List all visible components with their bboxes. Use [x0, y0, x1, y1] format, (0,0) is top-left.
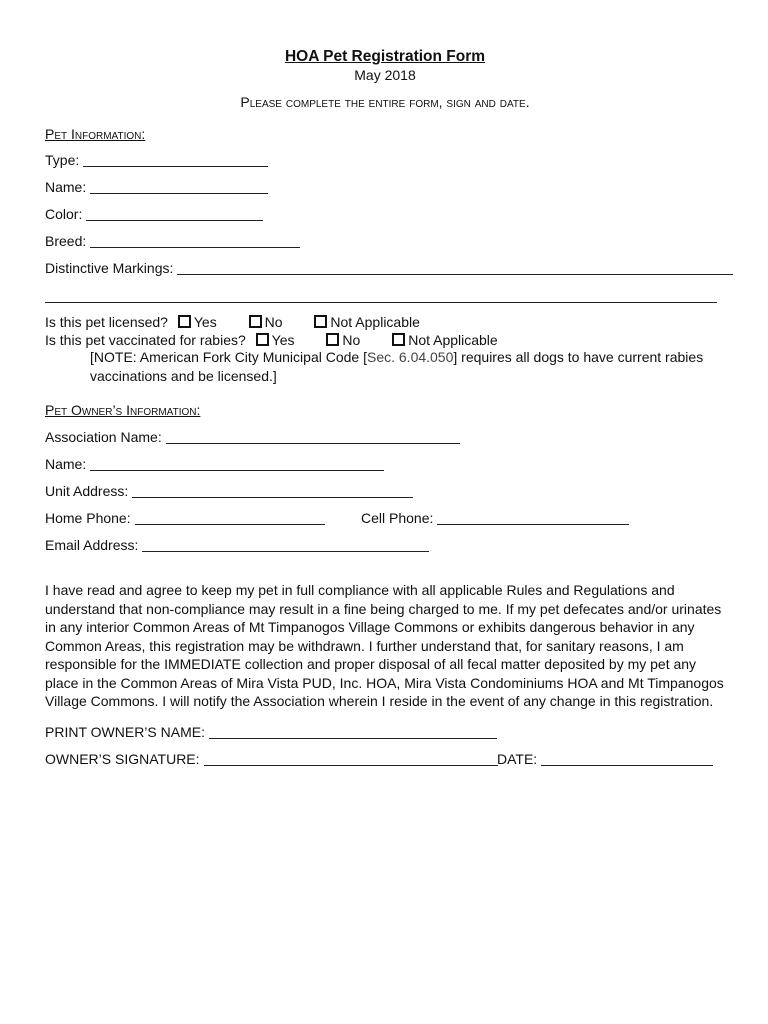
cell-phone-label: Cell Phone:	[361, 510, 434, 526]
licensed-question: Is this pet licensed?	[45, 314, 168, 330]
note-text-before: [NOTE: American Fork City Municipal Code [	[90, 349, 367, 365]
association-label: Association Name:	[45, 429, 162, 445]
vaccinated-question: Is this pet vaccinated for rabies?	[45, 332, 246, 348]
licensed-yes-label: Yes	[193, 314, 217, 330]
licensed-no-checkbox[interactable]	[249, 315, 262, 328]
licensed-no-label: No	[264, 314, 283, 330]
pet-breed-field[interactable]	[90, 233, 300, 248]
licensed-na-checkbox[interactable]	[314, 315, 327, 328]
vaccinated-na-option[interactable]	[392, 330, 498, 350]
home-phone-field[interactable]	[135, 510, 325, 525]
email-field[interactable]	[142, 537, 429, 552]
licensed-na-option[interactable]	[314, 312, 420, 332]
vaccinated-no-checkbox[interactable]	[326, 333, 339, 346]
vaccinated-yes-option[interactable]	[256, 330, 295, 350]
form-instruction: Please complete the entire form, sign and date.	[240, 94, 530, 110]
print-name-field[interactable]	[209, 724, 497, 739]
owner-name-field[interactable]	[90, 456, 384, 471]
rabies-note	[90, 348, 725, 386]
association-field[interactable]	[166, 429, 460, 444]
licensed-na-label: Not Applicable	[330, 314, 420, 330]
pet-color-row	[45, 204, 263, 224]
vaccinated-yes-label: Yes	[271, 332, 295, 348]
pet-type-label: Type:	[45, 152, 80, 168]
licensed-yes-option[interactable]	[178, 312, 217, 332]
unit-address-field[interactable]	[132, 483, 413, 498]
signature-date-label: DATE:	[497, 751, 538, 767]
pet-breed-label: Breed:	[45, 233, 87, 249]
unit-address-row	[45, 481, 413, 501]
note-text-after: ] requires all dogs to have current rabies vaccinations and be licensed.]	[90, 349, 704, 384]
cell-phone-row	[361, 508, 629, 528]
pet-type-row	[45, 150, 268, 170]
pet-name-field[interactable]	[90, 179, 268, 194]
home-phone-row	[45, 508, 325, 528]
vaccinated-row	[45, 330, 498, 350]
owner-information-heading: Pet Owner’s Information:	[45, 402, 201, 418]
unit-address-label: Unit Address:	[45, 483, 129, 499]
email-row	[45, 535, 429, 555]
pet-type-field[interactable]	[83, 152, 268, 167]
vaccinated-na-checkbox[interactable]	[392, 333, 405, 346]
pet-color-label: Color:	[45, 206, 83, 222]
email-label: Email Address:	[45, 537, 139, 553]
signature-date-row	[497, 749, 713, 769]
vaccinated-na-label: Not Applicable	[408, 332, 498, 348]
print-name-row	[45, 722, 497, 742]
print-name-label: PRINT OWNER’S NAME:	[45, 724, 205, 740]
signature-row	[45, 749, 498, 769]
pet-markings-row	[45, 258, 733, 278]
signature-field[interactable]	[204, 751, 498, 766]
licensed-yes-checkbox[interactable]	[178, 315, 191, 328]
owner-name-label: Name:	[45, 456, 87, 472]
owner-name-row	[45, 454, 384, 474]
licensed-no-option[interactable]	[249, 312, 283, 332]
agreement-paragraph: I have read and agree to keep my pet in full compliance with all applicable Rules and Regulations and understand that non-compliance may result in a fine being charged to me. If my pet defecates and/or urinates in any interior Common Areas of Mt Timpanogos Village Commons or exhibits dangerous behavior in any Common Areas, this registration may be withdrawn. I further understand that, for sanitary reasons, I am responsible for the IMMEDIATE collection and proper disposal of all fecal matter deposited by my pet any place in the Common Areas of Mira Vista PUD, Inc. HOA, Mira Vista Condominiums HOA and Mt Timpanogos Village Commons. I will notify the Association wherein I reside in the event of any change in this registration.	[45, 582, 724, 709]
pet-color-field[interactable]	[86, 206, 263, 221]
pet-breed-row	[45, 231, 300, 251]
signature-date-field[interactable]	[541, 751, 713, 766]
form-date: May 2018	[354, 67, 416, 83]
signature-label: OWNER’S SIGNATURE:	[45, 751, 200, 767]
pet-name-row	[45, 177, 268, 197]
vaccinated-no-option[interactable]	[326, 330, 360, 350]
note-code-reference: Sec. 6.04.050	[366, 349, 454, 365]
vaccinated-yes-checkbox[interactable]	[256, 333, 269, 346]
cell-phone-field[interactable]	[437, 510, 629, 525]
association-row	[45, 427, 460, 447]
home-phone-label: Home Phone:	[45, 510, 131, 526]
form-title: HOA Pet Registration Form	[284, 48, 486, 65]
pet-information-heading: Pet Information:	[45, 126, 146, 142]
pet-markings-label: Distinctive Markings:	[45, 260, 174, 276]
pet-markings-field[interactable]	[177, 260, 733, 275]
pet-markings-row-2	[45, 286, 717, 306]
pet-name-label: Name:	[45, 179, 87, 195]
vaccinated-no-label: No	[342, 332, 361, 348]
pet-markings-field-2[interactable]	[45, 288, 717, 303]
licensed-row	[45, 312, 420, 332]
